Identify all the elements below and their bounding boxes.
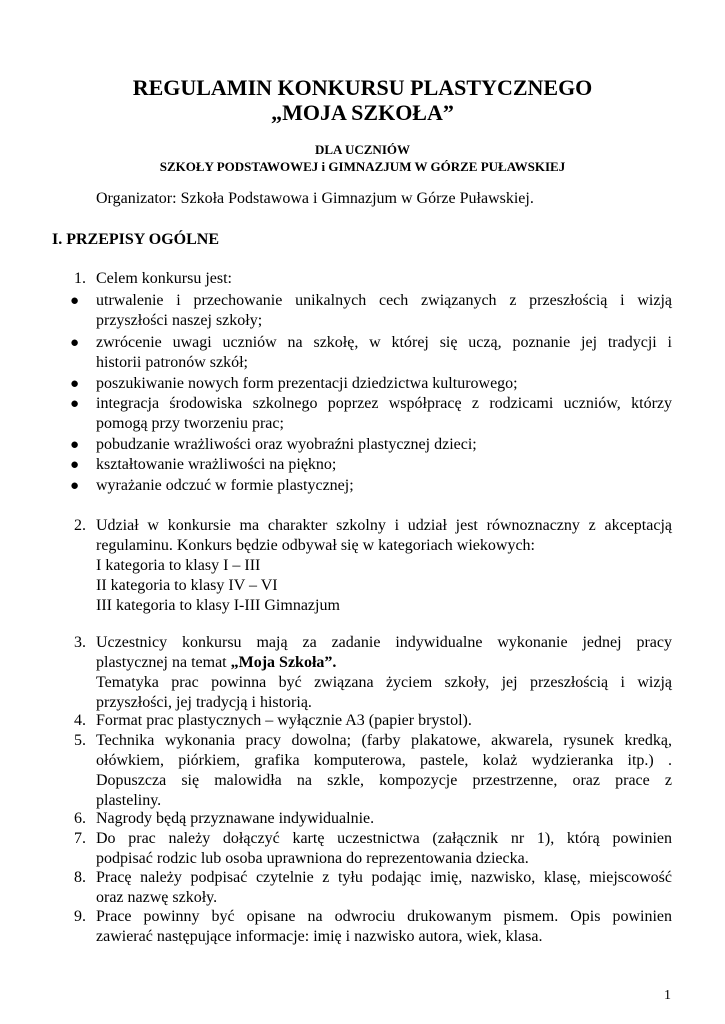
item-text-line: Udział w konkursie ma charakter szkolny i udział jest równoznaczny z akceptacją (96, 517, 672, 534)
item-text-line: I kategoria to klasy I – III (96, 557, 261, 574)
item-text-line: III kategoria to klasy I-III Gimnazjum (96, 597, 340, 614)
bullet-text-line: historii patronów szkół; (96, 354, 248, 371)
document-title-subject: „MOJA SZKOŁA” (271, 100, 454, 125)
item-number: 9. (74, 908, 86, 925)
item-text-line: Uczestnicy konkursu mają za zadanie indywidualne wykonanie jednej pracy (96, 634, 672, 651)
bullet-text-line: integracja środowiska szkolnego poprzez współpracę z rodzicami uczniów, którzy (96, 395, 672, 412)
page-number: 1 (664, 988, 671, 1003)
organizer-text: Organizator: Szkoła Podstawowa i Gimnazjum w Górze Puławskiej. (96, 190, 534, 207)
bullet-icon: ● (70, 396, 80, 412)
item-number: 2. (74, 517, 86, 534)
bullet-text-line: pomogą przy tworzeniu prac; (96, 415, 284, 432)
audience-line: DLA UCZNIÓW (315, 142, 410, 157)
bullet-text-line: wyrażanie odczuć w formie plastycznej; (96, 477, 354, 494)
document-title: REGULAMIN KONKURSU PLASTYCZNEGO (132, 75, 593, 100)
school-line: SZKOŁY PODSTAWOWEJ i GIMNAZJUM W GÓRZE PUŁAWSKIEJ (159, 159, 566, 174)
bullet-text-line: utrwalenie i przechowanie unikalnych cech związanych z przeszłością i wizją (96, 292, 672, 309)
bullet-text-line: zwrócenie uwagi uczniów na szkołę, w której się uczą, poznanie jej tradycji i (96, 334, 672, 351)
item-text-line: Nagrody będą przyznawane indywidualnie. (96, 810, 375, 827)
bullet-text-line: przyszłości naszej szkoły; (96, 312, 263, 329)
item-text-segment: plastycznej na temat (96, 654, 231, 671)
item-text-line: Pracę należy podpisać czytelnie z tyłu podając imię, nazwisko, klasę, miejscowość (96, 869, 672, 886)
bullet-icon: ● (70, 335, 80, 351)
item-text-line: przyszłości, jej tradycją i historią. (96, 694, 312, 711)
item-text-line: Technika wykonania pracy dowolna; (farby plakatowe, akwarela, rysunek kredką, (96, 732, 672, 749)
item-text-line: Format prac plastycznych – wyłącznie A3 (papier brystol). (96, 712, 472, 729)
item-number: 1. (74, 270, 86, 287)
item-number: 3. (74, 634, 86, 651)
item-text-line: podpisać rodzic lub osoba uprawniona do reprezentowania dziecka. (96, 850, 529, 867)
contest-theme: „Moja Szkoła”. (230, 654, 337, 671)
item-number: 7. (74, 830, 86, 847)
item-text-line: oraz nazwę szkoły. (96, 889, 218, 906)
item-text-line: plasteliny. (96, 792, 162, 809)
item-text-line: Tematyka prac powinna być związana życiem szkoły, jej przeszłością i wizją (96, 674, 672, 691)
item-text-line: zawierać następujące informacje: imię i nazwisko autora, wiek, klasa. (96, 928, 543, 945)
bullet-text-line: kształtowanie wrażliwości na piękno; (96, 456, 337, 473)
item-number: 4. (74, 712, 86, 729)
item-text-line: Do prac należy dołączyć kartę uczestnictwa (załącznik nr 1), którą powinien (96, 830, 672, 847)
item-text-line (96, 653, 672, 673)
bullet-icon: ● (70, 293, 80, 309)
item-number: 5. (74, 732, 86, 749)
item-text-line: regulaminu. Konkurs będzie odbywał się w kategoriach wiekowych: (96, 537, 535, 554)
bullet-text-line: pobudzanie wrażliwości oraz wyobraźni plastycznej dzieci; (96, 436, 477, 453)
bullet-icon: ● (70, 457, 80, 473)
bullet-icon: ● (70, 478, 80, 494)
item-text-line: ołówkiem, piórkiem, grafika komputerowa, pastele, kolaż wydzieranka itp.) . (96, 752, 672, 769)
item-text: Celem konkursu jest: (96, 270, 232, 287)
bullet-text-line: poszukiwanie nowych form prezentacji dziedzictwa kulturowego; (96, 375, 518, 392)
item-number: 6. (74, 810, 86, 827)
item-text-line: Prace powinny być opisane na odwrociu drukowanym pismem. Opis powinien (96, 908, 672, 925)
bullet-icon: ● (70, 376, 80, 392)
item-number: 8. (74, 869, 86, 886)
item-text-line: II kategoria to klasy IV – VI (96, 577, 278, 594)
item-text-line: Dopuszcza się malowidła na szkle, kompozycje przestrzenne, oraz prace z (96, 772, 672, 789)
section-heading: I. PRZEPISY OGÓLNE (52, 231, 219, 248)
bullet-icon: ● (70, 437, 80, 453)
